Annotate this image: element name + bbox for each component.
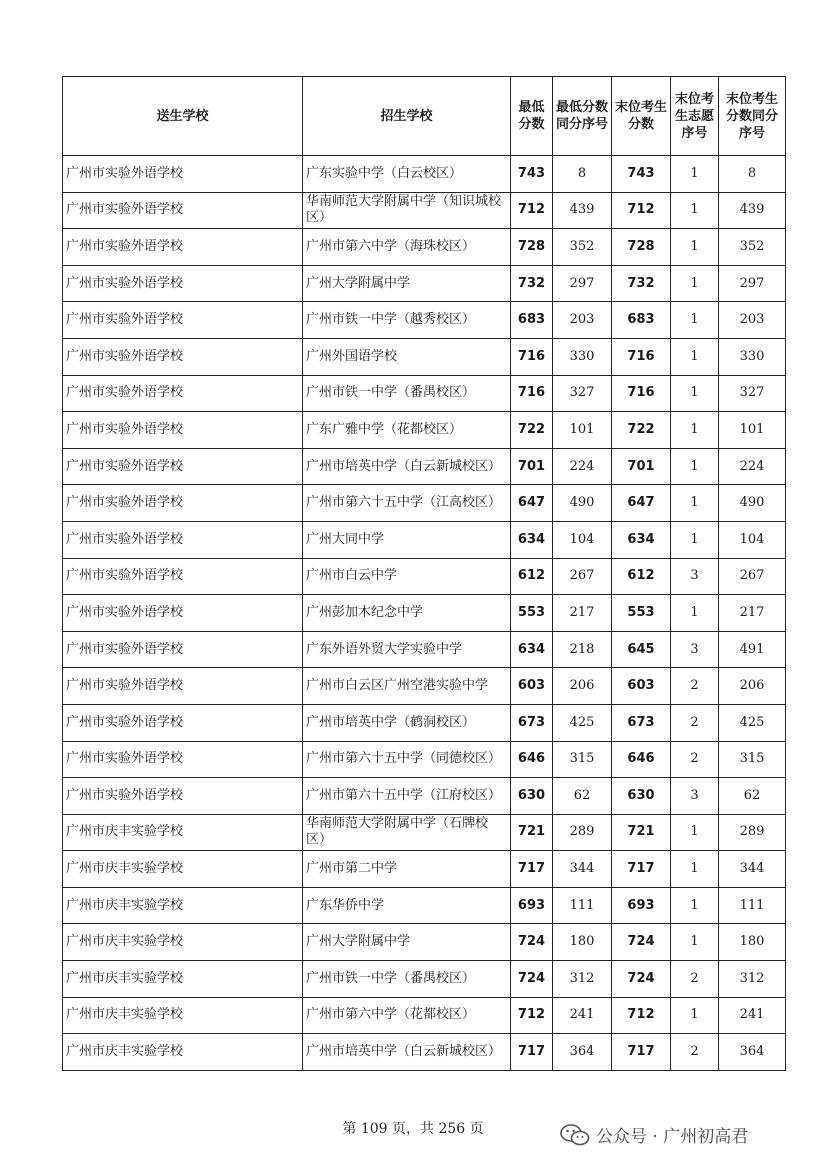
table-row [63,778,786,815]
last-choice-cell: 2 [671,668,719,705]
min-score-cell: 634 [511,631,553,668]
min-rank-cell: 312 [553,961,612,998]
last-score-cell: 630 [612,778,671,815]
last-rank-cell: 217 [719,595,786,632]
send-school-cell: 广州市实验外语学校 [63,156,303,193]
header-recv-school: 招生学校 [303,77,511,156]
send-school-cell: 广州市实验外语学校 [63,778,303,815]
send-school-cell: 广州市实验外语学校 [63,704,303,741]
last-choice-cell: 3 [671,631,719,668]
min-rank-cell: 267 [553,558,612,595]
min-rank-cell: 218 [553,631,612,668]
table-row [63,704,786,741]
last-rank-cell: 327 [719,375,786,412]
admission-table [62,76,786,1071]
recv-school-cell: 广州市第六十五中学（江高校区） [303,485,511,522]
send-school-cell: 广州市实验外语学校 [63,192,303,229]
last-rank-cell: 180 [719,924,786,961]
send-school-cell: 广州市庆丰实验学校 [63,924,303,961]
last-rank-cell: 104 [719,521,786,558]
wechat-icon [560,1123,590,1147]
last-choice-cell: 1 [671,924,719,961]
last-choice-cell: 1 [671,997,719,1034]
send-school-cell: 广州市实验外语学校 [63,302,303,339]
recv-school-cell: 广州市培英中学（白云新城校区） [303,448,511,485]
table-row [63,265,786,302]
last-rank-cell: 425 [719,704,786,741]
last-score-cell: 603 [612,668,671,705]
header-send-school: 送生学校 [63,77,303,156]
send-school-cell: 广州市庆丰实验学校 [63,851,303,888]
min-rank-cell: 111 [553,887,612,924]
last-score-cell: 743 [612,156,671,193]
last-choice-cell: 1 [671,156,719,193]
table-row [63,668,786,705]
header-min-score: 最低分数 [511,77,553,156]
min-score-cell: 683 [511,302,553,339]
min-score-cell: 712 [511,997,553,1034]
min-score-cell: 646 [511,741,553,778]
min-score-cell: 673 [511,704,553,741]
min-score-cell: 612 [511,558,553,595]
last-choice-cell: 1 [671,521,719,558]
recv-school-cell: 广州市培英中学（白云新城校区） [303,1034,511,1071]
min-rank-cell: 62 [553,778,612,815]
last-choice-cell: 1 [671,412,719,449]
min-rank-cell: 8 [553,156,612,193]
last-rank-cell: 344 [719,851,786,888]
last-score-cell: 683 [612,302,671,339]
send-school-cell: 广州市实验外语学校 [63,521,303,558]
send-school-cell: 广州市实验外语学校 [63,338,303,375]
last-rank-cell: 315 [719,741,786,778]
table-row [63,192,786,229]
table-row [63,448,786,485]
min-rank-cell: 344 [553,851,612,888]
table-row [63,851,786,888]
last-rank-cell: 224 [719,448,786,485]
min-rank-cell: 206 [553,668,612,705]
last-choice-cell: 1 [671,265,719,302]
recv-school-cell: 广东外语外贸大学实验中学 [303,631,511,668]
table-row [63,741,786,778]
header-last-rank: 末位考生分数同分序号 [719,77,786,156]
send-school-cell: 广州市实验外语学校 [63,229,303,266]
last-score-cell: 634 [612,521,671,558]
last-score-cell: 612 [612,558,671,595]
last-score-cell: 724 [612,924,671,961]
last-choice-cell: 3 [671,558,719,595]
last-score-cell: 693 [612,887,671,924]
recv-school-cell: 广州市白云区广州空港实验中学 [303,668,511,705]
min-rank-cell: 490 [553,485,612,522]
min-rank-cell: 224 [553,448,612,485]
last-choice-cell: 1 [671,814,719,851]
recv-school-cell: 广州市培英中学（鹤洞校区） [303,704,511,741]
table-row [63,631,786,668]
last-rank-cell: 312 [719,961,786,998]
min-score-cell: 634 [511,521,553,558]
min-score-cell: 712 [511,192,553,229]
recv-school-cell: 广东华侨中学 [303,887,511,924]
last-score-cell: 716 [612,338,671,375]
min-rank-cell: 217 [553,595,612,632]
min-score-cell: 717 [511,1034,553,1071]
send-school-cell: 广州市实验外语学校 [63,265,303,302]
table-row [63,1034,786,1071]
watermark-text: 公众号 · 广州初高君 [596,1127,749,1147]
min-rank-cell: 180 [553,924,612,961]
last-score-cell: 721 [612,814,671,851]
last-choice-cell: 1 [671,302,719,339]
send-school-cell: 广州市实验外语学校 [63,558,303,595]
last-rank-cell: 352 [719,229,786,266]
header-row [63,77,786,156]
min-score-cell: 732 [511,265,553,302]
table-row [63,229,786,266]
last-choice-cell: 2 [671,961,719,998]
min-rank-cell: 101 [553,412,612,449]
last-choice-cell: 1 [671,448,719,485]
table-row [63,961,786,998]
send-school-cell: 广州市实验外语学校 [63,375,303,412]
last-score-cell: 732 [612,265,671,302]
min-score-cell: 716 [511,375,553,412]
last-score-cell: 717 [612,1034,671,1071]
watermark [560,1122,748,1147]
recv-school-cell: 广州市铁一中学（番禺校区） [303,961,511,998]
recv-school-cell: 广州市第六中学（花都校区） [303,997,511,1034]
min-score-cell: 693 [511,887,553,924]
last-rank-cell: 206 [719,668,786,705]
last-choice-cell: 1 [671,595,719,632]
last-rank-cell: 203 [719,302,786,339]
last-score-cell: 701 [612,448,671,485]
min-score-cell: 716 [511,338,553,375]
last-rank-cell: 439 [719,192,786,229]
min-rank-cell: 425 [553,704,612,741]
last-rank-cell: 289 [719,814,786,851]
min-score-cell: 721 [511,814,553,851]
last-score-cell: 724 [612,961,671,998]
last-rank-cell: 267 [719,558,786,595]
last-choice-cell: 3 [671,778,719,815]
last-score-cell: 728 [612,229,671,266]
table-row [63,485,786,522]
last-score-cell: 553 [612,595,671,632]
min-rank-cell: 289 [553,814,612,851]
last-choice-cell: 1 [671,192,719,229]
min-rank-cell: 330 [553,338,612,375]
header-last-choice: 末位考生志愿序号 [671,77,719,156]
min-score-cell: 630 [511,778,553,815]
last-score-cell: 673 [612,704,671,741]
last-rank-cell: 101 [719,412,786,449]
min-score-cell: 553 [511,595,553,632]
min-rank-cell: 327 [553,375,612,412]
recv-school-cell: 广州市第六十五中学（江府校区） [303,778,511,815]
last-rank-cell: 111 [719,887,786,924]
last-rank-cell: 364 [719,1034,786,1071]
send-school-cell: 广州市实验外语学校 [63,595,303,632]
last-choice-cell: 1 [671,851,719,888]
min-score-cell: 724 [511,924,553,961]
send-school-cell: 广州市庆丰实验学校 [63,887,303,924]
send-school-cell: 广州市实验外语学校 [63,741,303,778]
last-rank-cell: 297 [719,265,786,302]
recv-school-cell: 广州市第二中学 [303,851,511,888]
send-school-cell: 广州市庆丰实验学校 [63,814,303,851]
min-score-cell: 743 [511,156,553,193]
send-school-cell: 广州市实验外语学校 [63,448,303,485]
last-score-cell: 645 [612,631,671,668]
min-score-cell: 717 [511,851,553,888]
last-choice-cell: 2 [671,704,719,741]
min-rank-cell: 352 [553,229,612,266]
min-score-cell: 722 [511,412,553,449]
last-rank-cell: 241 [719,997,786,1034]
last-score-cell: 717 [612,851,671,888]
min-score-cell: 603 [511,668,553,705]
last-score-cell: 712 [612,192,671,229]
min-rank-cell: 104 [553,521,612,558]
table-row [63,924,786,961]
min-rank-cell: 241 [553,997,612,1034]
last-choice-cell: 2 [671,741,719,778]
min-rank-cell: 439 [553,192,612,229]
min-score-cell: 701 [511,448,553,485]
recv-school-cell: 广州大学附属中学 [303,265,511,302]
send-school-cell: 广州市庆丰实验学校 [63,1034,303,1071]
last-score-cell: 722 [612,412,671,449]
last-rank-cell: 8 [719,156,786,193]
recv-school-cell: 广东实验中学（白云校区） [303,156,511,193]
table-row [63,521,786,558]
min-score-cell: 728 [511,229,553,266]
last-choice-cell: 1 [671,485,719,522]
send-school-cell: 广州市实验外语学校 [63,412,303,449]
recv-school-cell: 广州市铁一中学（越秀校区） [303,302,511,339]
table-row [63,558,786,595]
last-score-cell: 646 [612,741,671,778]
send-school-cell: 广州市实验外语学校 [63,485,303,522]
recv-school-cell: 华南师范大学附属中学（知识城校区） [303,192,511,229]
min-score-cell: 724 [511,961,553,998]
min-rank-cell: 203 [553,302,612,339]
table-row [63,412,786,449]
table-row [63,375,786,412]
table-row [63,338,786,375]
recv-school-cell: 广州彭加木纪念中学 [303,595,511,632]
table-row [63,997,786,1034]
last-rank-cell: 491 [719,631,786,668]
recv-school-cell: 广州大同中学 [303,521,511,558]
last-rank-cell: 330 [719,338,786,375]
recv-school-cell: 广州外国语学校 [303,338,511,375]
table-row [63,887,786,924]
last-choice-cell: 1 [671,887,719,924]
recv-school-cell: 广州大学附属中学 [303,924,511,961]
min-rank-cell: 297 [553,265,612,302]
table-row [63,814,786,851]
last-choice-cell: 1 [671,229,719,266]
last-score-cell: 716 [612,375,671,412]
table-row [63,595,786,632]
last-rank-cell: 490 [719,485,786,522]
header-last-score: 末位考生分数 [612,77,671,156]
min-score-cell: 647 [511,485,553,522]
last-score-cell: 647 [612,485,671,522]
recv-school-cell: 华南师范大学附属中学（石牌校区） [303,814,511,851]
last-score-cell: 712 [612,997,671,1034]
last-choice-cell: 1 [671,338,719,375]
recv-school-cell: 广州市第六十五中学（同德校区） [303,741,511,778]
last-choice-cell: 1 [671,375,719,412]
min-rank-cell: 315 [553,741,612,778]
send-school-cell: 广州市庆丰实验学校 [63,997,303,1034]
last-rank-cell: 62 [719,778,786,815]
recv-school-cell: 广州市铁一中学（番禺校区） [303,375,511,412]
header-min-rank: 最低分数同分序号 [553,77,612,156]
min-rank-cell: 364 [553,1034,612,1071]
send-school-cell: 广州市实验外语学校 [63,631,303,668]
table-row [63,302,786,339]
send-school-cell: 广州市庆丰实验学校 [63,961,303,998]
recv-school-cell: 广州市白云中学 [303,558,511,595]
page-footer: 第 109 页，共 256 页 [342,1121,484,1137]
recv-school-cell: 广州市第六中学（海珠校区） [303,229,511,266]
send-school-cell: 广州市实验外语学校 [63,668,303,705]
last-choice-cell: 2 [671,1034,719,1071]
table-row [63,156,786,193]
recv-school-cell: 广东广雅中学（花都校区） [303,412,511,449]
